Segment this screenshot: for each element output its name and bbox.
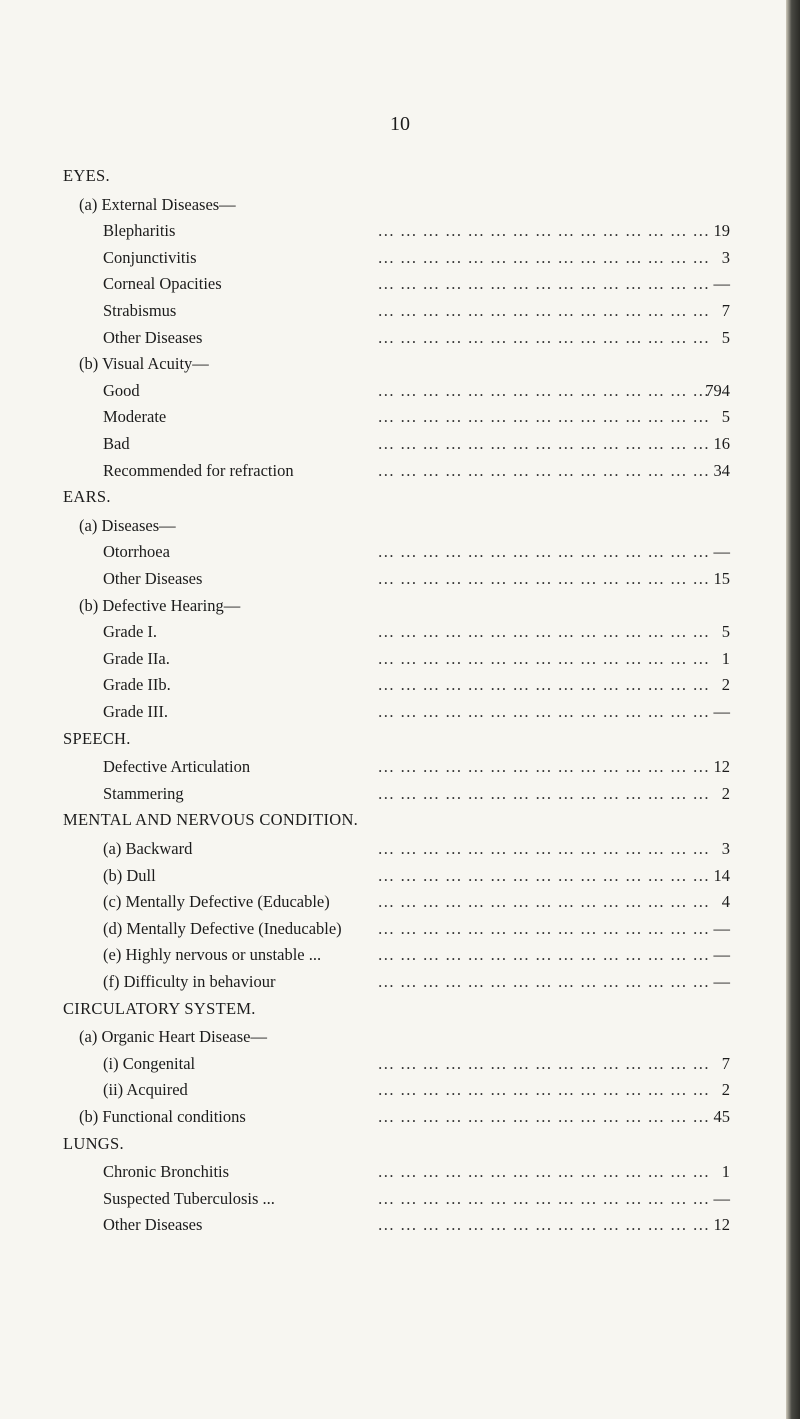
table-row [0,274,800,298]
row-value: 2 [721,783,730,803]
row-value: 15 [713,569,730,588]
dot-leader: ... ... ... ... ... ... ... ... ... ... ... ... ... ... ... [378,865,710,885]
dot-leader: ... ... ... ... ... ... ... ... ... ... ... ... ... ... ... [378,1053,710,1073]
table-row [0,407,800,431]
section-heading: EYES. [63,166,110,185]
row-value: — [713,918,730,938]
row-value: 5 [721,407,730,427]
row-value: 2 [721,675,730,695]
row-label: Otorrhoea [103,542,174,562]
dot-leader: ... ... ... ... ... ... ... ... ... ... ... ... ... ... ... [378,892,710,912]
table-row [0,972,800,996]
table-row [0,892,800,916]
table-row [0,1080,800,1104]
table-row [0,328,800,352]
row-value: — [713,702,730,721]
table-row [0,702,800,726]
row-value: 7 [721,301,730,320]
row-label: Grade IIa. [103,649,174,669]
dot-leader: ... ... ... ... ... ... ... ... ... ... ... ... ... ... ... [378,945,710,965]
section-heading: LUNGS. [63,1133,124,1153]
row-value: 4 [721,892,730,912]
dot-leader: ... ... ... ... ... ... ... ... ... ... ... ... ... ... ... [378,380,710,400]
row-value: — [713,972,730,991]
row-label: Strabismus [103,301,180,321]
table-row [0,622,800,646]
row-value: 45 [713,1107,730,1126]
section-heading: EARS. [63,487,111,507]
row-value: 12 [713,1215,730,1235]
row-label: (ii) Acquired [103,1080,192,1100]
row-label: Recommended for refraction [103,461,298,481]
row-value: 3 [721,839,730,858]
row-value: — [713,274,730,294]
table-row [0,1054,800,1078]
dot-leader: ... ... ... ... ... ... ... ... ... ... ... ... ... ... ... [378,648,710,668]
dot-leader: ... ... ... ... ... ... ... ... ... ... ... ... ... ... ... [378,274,710,294]
dot-leader: ... ... ... ... ... ... ... ... ... ... ... ... ... ... ... [378,918,710,938]
row-label: Corneal Opacities [103,274,226,294]
row-label: Suspected Tuberculosis ... [103,1189,279,1209]
dot-leader: ... ... ... ... ... ... ... ... ... ... ... ... ... ... ... [378,247,710,267]
table-row [0,757,800,781]
row-label: Other Diseases [103,569,206,589]
row-label: Chronic Bronchitis [103,1162,233,1182]
row-label: Conjunctivitis [103,248,201,268]
row-value: 12 [713,757,730,777]
row-label: (c) Mentally Defective (Educable) [103,892,334,912]
section-heading: SPEECH. [63,728,131,748]
subheading: (a) Organic Heart Disease— [79,1027,267,1047]
row-label: Other Diseases [103,1215,206,1235]
dot-leader: ... ... ... ... ... ... ... ... ... ... ... ... ... ... ... [378,301,710,320]
table-row [0,381,800,405]
dot-leader: ... ... ... ... ... ... ... ... ... ... ... ... ... ... ... [378,972,710,991]
row-value: 19 [713,221,730,241]
table-row [0,839,800,863]
dot-leader: ... ... ... ... ... ... ... ... ... ... ... ... ... ... ... [378,1188,710,1208]
row-value: — [713,945,730,965]
row-label: Stammering [103,784,188,804]
table-row [0,248,800,272]
table-row [0,1107,800,1131]
table-row [0,1162,800,1186]
dot-leader: ... ... ... ... ... ... ... ... ... ... ... ... ... ... ... [378,1080,710,1100]
dot-leader: ... ... ... ... ... ... ... ... ... ... ... ... ... ... ... [378,434,710,453]
row-label: Moderate [103,407,170,427]
table-row [0,784,800,808]
dot-leader: ... ... ... ... ... ... ... ... ... ... ... ... ... ... ... [378,1162,710,1182]
table-row [0,1215,800,1239]
dot-leader: ... ... ... ... ... ... ... ... ... ... ... ... ... ... ... [378,1215,710,1235]
row-value: 794 [705,380,730,400]
row-label: (a) Backward [103,839,196,859]
dot-leader: ... ... ... ... ... ... ... ... ... ... ... ... ... ... ... [378,407,710,427]
row-label: (d) Mentally Defective (Ineducable) [103,919,346,939]
row-value: 14 [713,865,730,885]
row-label: (e) Highly nervous or unstable ... [103,945,325,965]
row-value: — [713,1188,730,1208]
section-heading: CIRCULATORY SYSTEM. [63,998,256,1018]
subheading: (b) Visual Acuity— [79,354,209,374]
dot-leader: ... ... ... ... ... ... ... ... ... ... ... ... ... ... ... [378,839,710,858]
subheading: (b) Defective Hearing— [79,595,241,615]
row-label: (f) Difficulty in behaviour [103,972,279,992]
table-row [0,649,800,673]
dot-leader: ... ... ... ... ... ... ... ... ... ... ... ... ... ... ... [378,675,710,695]
table-row [0,866,800,890]
row-value: 34 [713,460,730,480]
table-row [0,945,800,969]
row-label: Blepharitis [103,221,179,241]
row-label: Defective Articulation [103,757,254,777]
table-row [0,675,800,699]
row-value: 2 [721,1080,730,1100]
dot-leader: ... ... ... ... ... ... ... ... ... ... ... ... ... ... ... [378,460,710,480]
row-value: 1 [721,648,730,668]
row-label: (b) Dull [103,866,160,886]
table-row [0,461,800,485]
dot-leader: ... ... ... ... ... ... ... ... ... ... ... ... ... ... ... [378,327,710,347]
dot-leader: ... ... ... ... ... ... ... ... ... ... ... ... ... ... ... [378,542,710,562]
row-label: Grade I. [103,622,161,642]
dot-leader: ... ... ... ... ... ... ... ... ... ... ... ... ... ... ... [378,1107,710,1126]
row-value: 5 [721,327,730,347]
row-value: 16 [713,434,730,453]
row-label: Good [103,381,144,401]
dot-leader: ... ... ... ... ... ... ... ... ... ... ... ... ... ... ... [378,757,710,777]
dot-leader: ... ... ... ... ... ... ... ... ... ... ... ... ... ... ... [378,702,710,721]
table-row [0,221,800,245]
dot-leader: ... ... ... ... ... ... ... ... ... ... ... ... ... ... ... [378,569,710,588]
row-label: (b) Functional conditions [79,1107,250,1127]
table-row [0,569,800,593]
table-row [0,1189,800,1213]
row-value: 5 [721,622,730,642]
row-value: 1 [721,1162,730,1182]
row-label: Grade IIb. [103,675,175,695]
table-row [0,542,800,566]
subheading: (a) External Diseases— [79,194,236,214]
dot-leader: ... ... ... ... ... ... ... ... ... ... ... ... ... ... ... [378,221,710,241]
table-row [0,434,800,458]
row-label: Other Diseases [103,328,206,348]
section-heading: MENTAL AND NERVOUS CONDITION. [63,810,359,830]
row-label: (i) Congenital [103,1054,199,1074]
row-value: 3 [721,247,730,267]
row-label: Grade III. [103,702,172,722]
table-row [0,301,800,325]
dot-leader: ... ... ... ... ... ... ... ... ... ... ... ... ... ... ... [378,783,710,803]
dot-leader: ... ... ... ... ... ... ... ... ... ... ... ... ... ... ... [378,622,710,642]
row-value: 7 [721,1053,730,1073]
row-value: — [713,542,730,562]
table-row [0,919,800,943]
row-label: Bad [103,434,134,454]
subheading: (a) Diseases— [79,515,176,535]
page-number: 10 [390,113,410,135]
